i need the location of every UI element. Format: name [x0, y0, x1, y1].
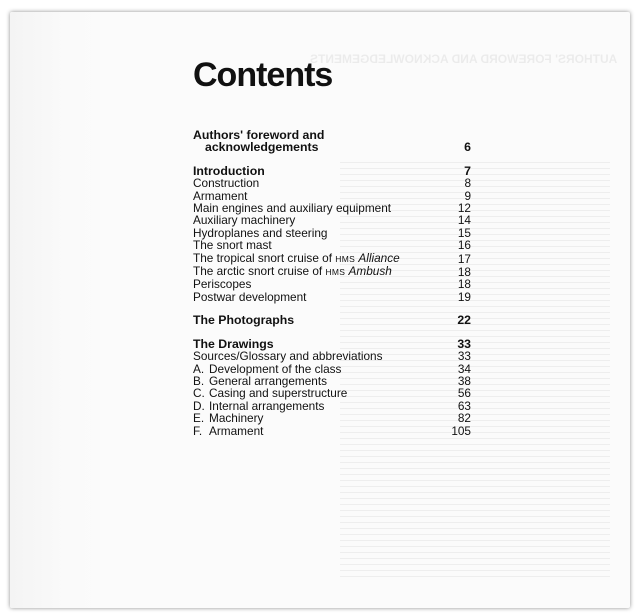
toc-entry-arctic-cruise	[193, 265, 483, 278]
toc-label: The tropical snort cruise of HMS Alliance	[193, 250, 400, 265]
toc-label: The Drawings	[193, 336, 274, 351]
book-page	[10, 12, 630, 608]
toc-label: Periscopes	[193, 277, 252, 292]
toc-page-number: 16	[457, 238, 471, 253]
toc-page-number: 56	[457, 386, 471, 401]
toc-page-number: 14	[457, 213, 471, 228]
toc-page-number: 18	[457, 265, 471, 280]
toc-page-number: 22	[457, 313, 471, 328]
toc-label: Sources/Glossary and abbreviations	[193, 349, 383, 364]
toc-page-number: 33	[457, 349, 471, 364]
toc-page-number: 82	[457, 411, 471, 426]
toc-entry-section-f	[193, 425, 483, 437]
toc-label: F. Armament	[193, 423, 264, 438]
toc-page-number: 15	[457, 225, 471, 240]
toc-label: Authors' foreword and	[193, 128, 325, 142]
toc-label: Hydroplanes and steering	[193, 225, 328, 240]
toc-label: Armament	[193, 188, 248, 203]
toc-page-number: 63	[457, 398, 471, 413]
ship-name: Ambush	[348, 264, 392, 279]
toc-page-number: 33	[457, 336, 471, 351]
page-title: Contents	[193, 56, 333, 94]
toc-label: The Photographs	[193, 313, 295, 328]
toc-page-number: 105	[451, 423, 471, 438]
toc-label: E. Machinery	[193, 411, 264, 426]
toc-page-number: 38	[457, 373, 471, 388]
ship-name: Alliance	[358, 250, 400, 265]
toc-label: Construction	[193, 176, 260, 191]
toc-label: B. General arrangements	[193, 373, 328, 388]
toc-page-number: 9	[464, 188, 471, 203]
toc-entry-construction	[193, 177, 483, 189]
hms-prefix: HMS	[335, 253, 356, 264]
toc-entry-foreword	[193, 129, 483, 154]
toc-label: The snort mast	[193, 238, 272, 253]
toc-page-number: 19	[457, 289, 471, 304]
toc-label: C. Casing and superstructure	[193, 386, 348, 401]
table-of-contents	[193, 129, 483, 437]
toc-entry-postwar	[193, 291, 483, 303]
toc-page-number: 17	[457, 251, 471, 266]
toc-page-number: 18	[457, 277, 471, 292]
toc-page-number: 12	[457, 201, 471, 216]
toc-entry-periscopes	[193, 278, 483, 290]
hms-prefix: HMS	[325, 267, 346, 278]
toc-label: Postwar development	[193, 289, 307, 304]
toc-page-number: 6	[464, 140, 471, 155]
toc-entry-tropical-cruise	[193, 252, 483, 265]
toc-entry-auxiliary-machinery	[193, 214, 483, 226]
toc-label: Main engines and auxiliary equipment	[193, 201, 392, 216]
bleed-through-heading: AUTHORS' FOREWORD AND ACKNOWLEDGEMENTS	[310, 52, 618, 66]
toc-label: The arctic snort cruise of HMS Ambush	[193, 264, 392, 279]
toc-page-number: 8	[464, 176, 471, 191]
toc-label: D. Internal arrangements	[193, 398, 325, 413]
toc-entry-photographs	[193, 314, 483, 326]
page-spine-shadow	[10, 12, 102, 608]
toc-page-number: 34	[457, 361, 471, 376]
toc-label: A. Development of the class	[193, 361, 342, 376]
toc-label: Auxiliary machinery	[193, 213, 296, 228]
toc-label: Introduction	[193, 163, 265, 178]
toc-page-number: 7	[464, 163, 471, 178]
toc-label: acknowledgements	[205, 140, 319, 155]
